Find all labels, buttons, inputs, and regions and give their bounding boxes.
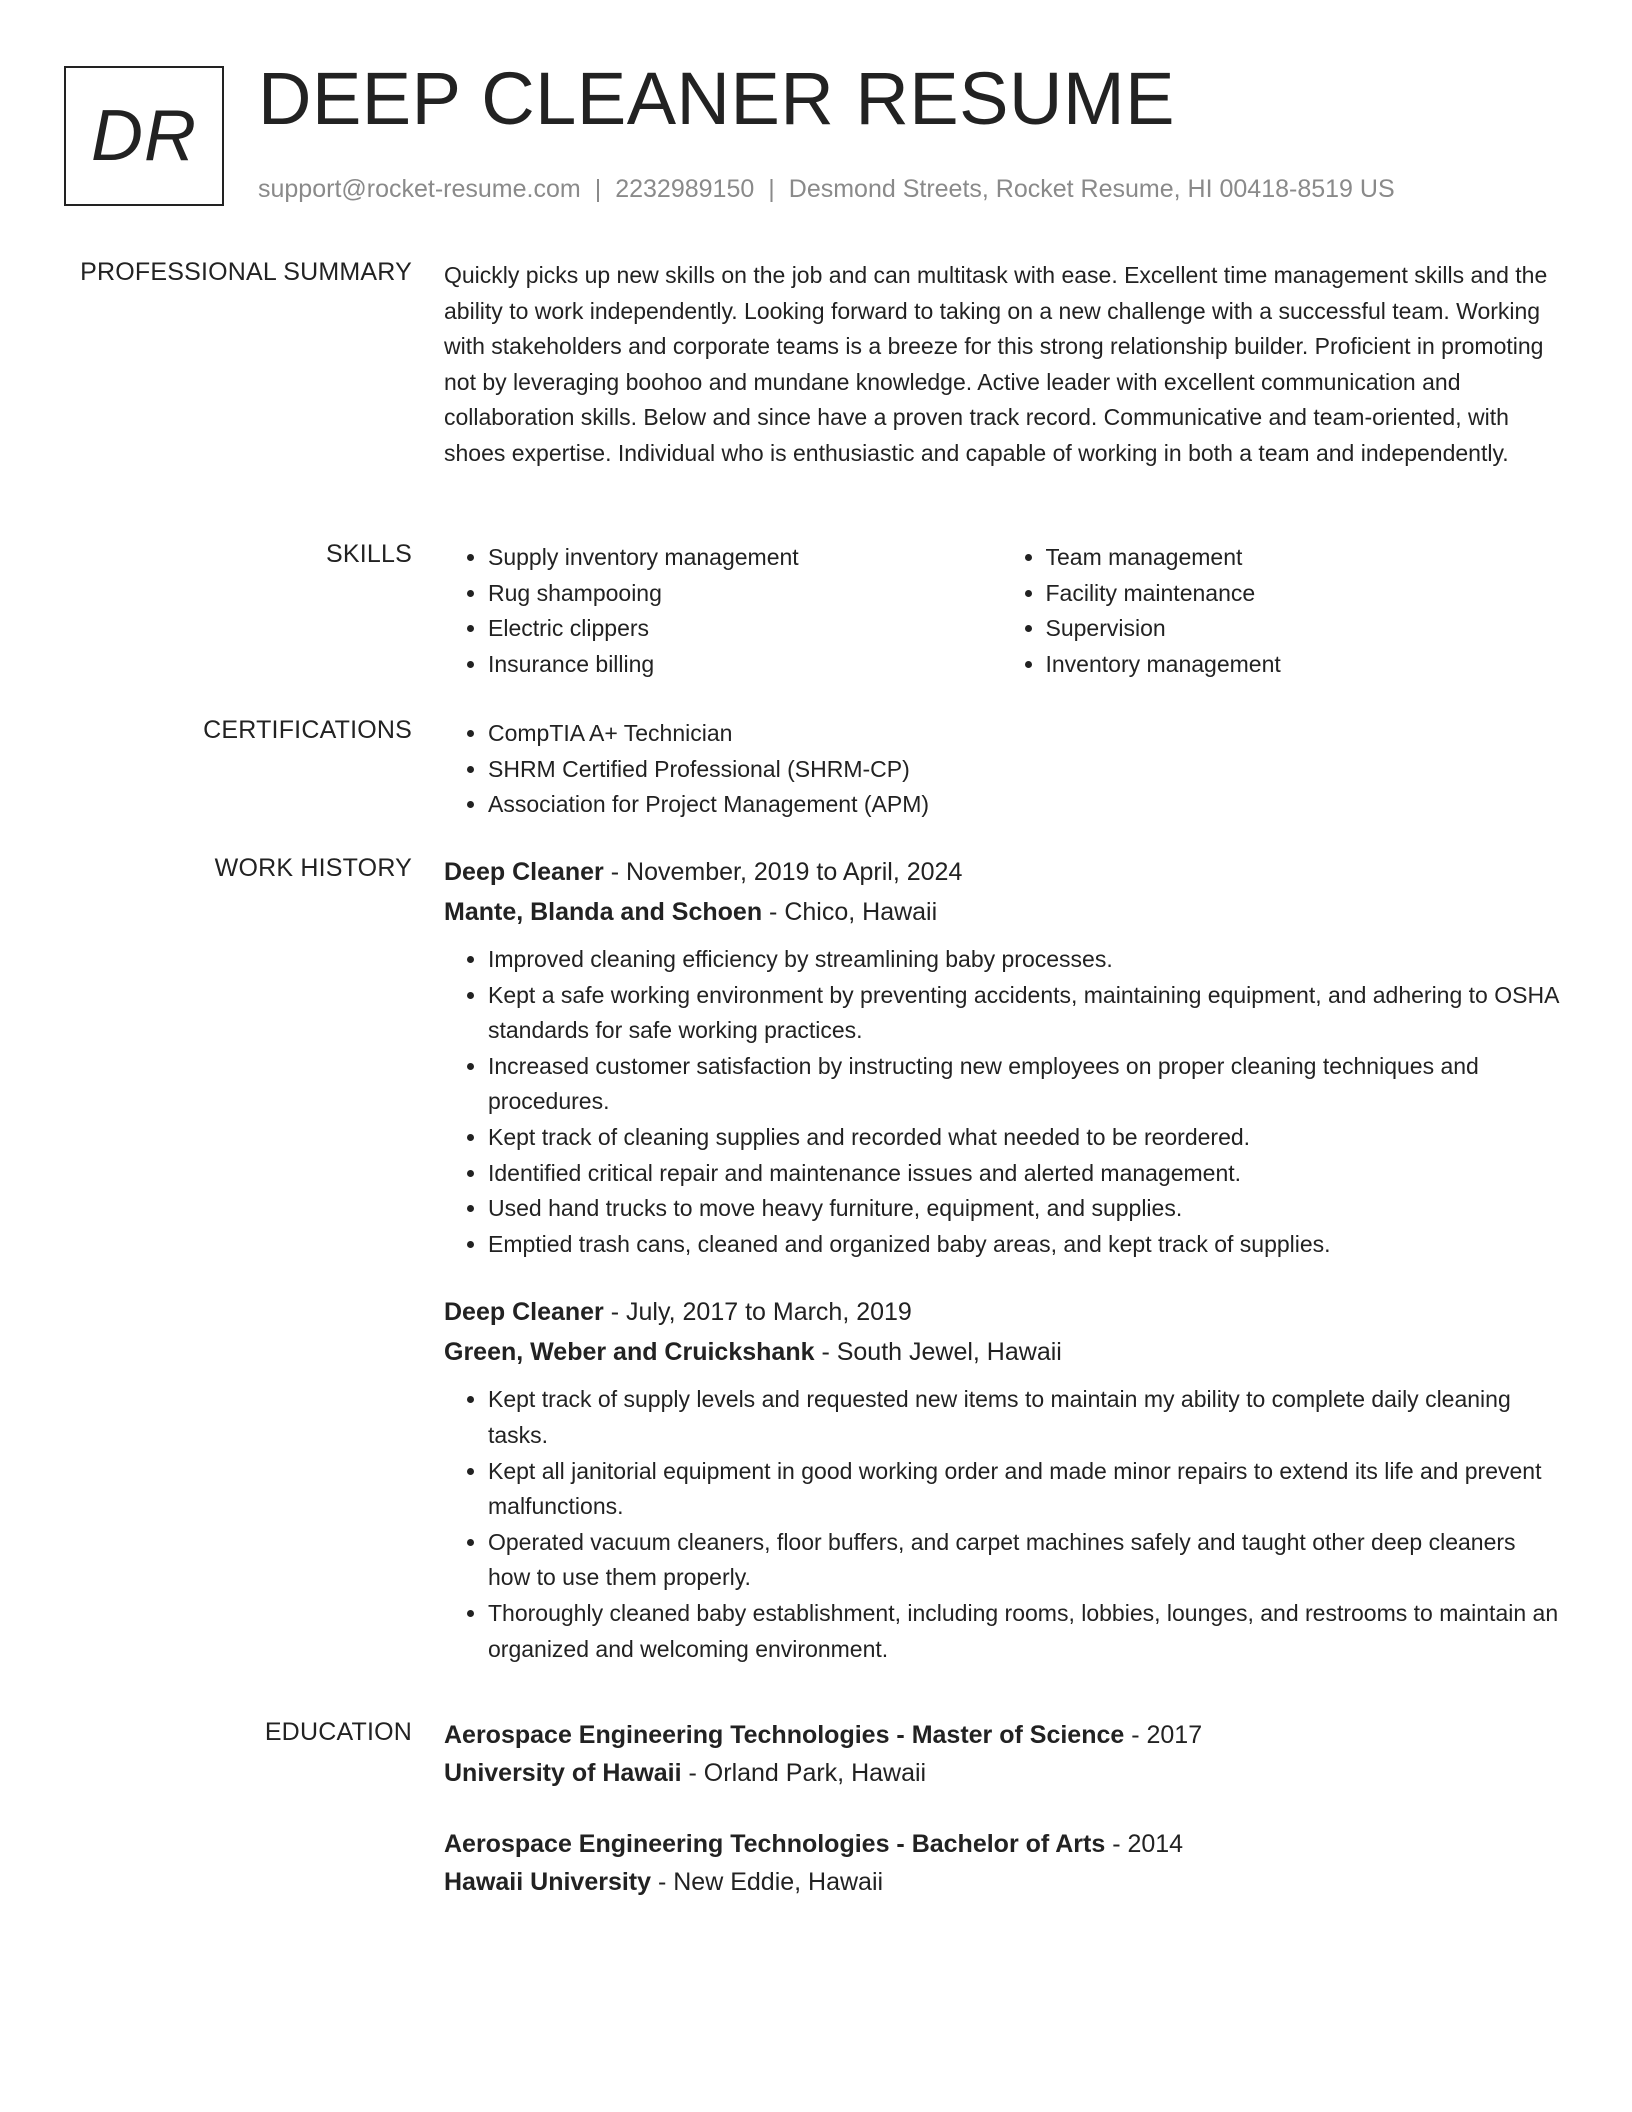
job-entry xyxy=(444,852,1559,1262)
job-dates: - November, 2019 to April, 2024 xyxy=(603,858,963,886)
list-item: • Insurance billing xyxy=(488,647,1002,683)
job-company-line xyxy=(444,892,1559,932)
section-label-certifications: CERTIFICATIONS xyxy=(203,716,412,744)
list-item: • Supply inventory management xyxy=(488,540,1002,576)
skills-list-left xyxy=(444,540,1002,682)
list-item: • Identified critical repair and maintenance issues and alerted management. xyxy=(488,1156,1559,1192)
summary-text: Quickly picks up new skills on the job and can multitask with ease. Excellent time management skills and the ability to work independently. Looking forward to taking on a new challenge with a successful team. Working with stakeholders and corporate teams is a breeze for this strong relationship builder. Proficient in promoting not by leveraging boohoo and mundane knowledge. Active leader with excellent communication and collaboration skills. Below and since have a proven track record. Communicative and team-oriented, with shoes expertise. Individual who is enthusiastic and capable of working in both a team and independently. xyxy=(444,262,1548,466)
list-item: • Electric clippers xyxy=(488,611,1002,647)
section-label-skills: SKILLS xyxy=(326,540,412,568)
list-item: • Kept all janitorial equipment in good working order and made minor repairs to extend its life and prevent malfunctions. xyxy=(488,1454,1559,1525)
education-location: - Orland Park, Hawaii xyxy=(681,1759,927,1787)
job-bullets xyxy=(444,942,1559,1262)
job-company: Mante, Blanda and Schoen xyxy=(444,898,763,926)
contact-line xyxy=(258,175,1395,204)
job-title-line xyxy=(444,852,1559,892)
contact-email[interactable]: support@rocket-resume.com xyxy=(258,175,581,203)
education-location: - New Eddie, Hawaii xyxy=(651,1868,884,1896)
education-year: - 2014 xyxy=(1105,1830,1184,1858)
list-item: • Inventory management xyxy=(1046,647,1560,683)
job-location: - South Jewel, Hawaii xyxy=(814,1338,1062,1367)
education-year: - 2017 xyxy=(1124,1721,1203,1749)
contact-phone[interactable]: 2232989150 xyxy=(615,175,755,203)
education-school-line xyxy=(444,1754,1559,1792)
education-school: Hawaii University xyxy=(444,1868,652,1896)
monogram-box xyxy=(64,66,224,206)
job-location: - Chico, Hawaii xyxy=(762,898,938,926)
list-item: • Kept a safe working environment by preventing accidents, maintaining equipment, and adhering to OSHA standards for safe working practices. xyxy=(488,978,1559,1049)
job-entry xyxy=(444,1292,1559,1667)
list-item: • Kept track of supply levels and requested new items to maintain my ability to complete daily cleaning tasks. xyxy=(488,1382,1559,1453)
work-history-body xyxy=(444,852,1559,1667)
list-item: • Kept track of cleaning supplies and recorded what needed to be reordered. xyxy=(488,1120,1559,1156)
resume-title: DEEP CLEANER RESUME xyxy=(258,57,1175,140)
job-dates: - July, 2017 to March, 2019 xyxy=(603,1298,912,1327)
job-title: Deep Cleaner xyxy=(444,1298,604,1327)
education-degree-line xyxy=(444,1716,1559,1754)
job-company-line xyxy=(444,1332,1559,1372)
list-item: • CompTIA A+ Technician xyxy=(488,716,1559,752)
contact-separator: | xyxy=(768,175,775,203)
contact-address: Desmond Streets, Rocket Resume, HI 00418-8519 US xyxy=(788,175,1395,203)
contact-separator: | xyxy=(594,175,602,203)
list-item: • Thoroughly cleaned baby establishment, including rooms, lobbies, lounges, and restrooms to maintain an organized and welcoming environment. xyxy=(488,1596,1559,1667)
list-item: • Improved cleaning efficiency by streamlining baby processes. xyxy=(488,942,1559,978)
skills-grid xyxy=(444,540,1559,682)
certifications-list xyxy=(444,716,1559,823)
education-body xyxy=(444,1716,1559,1901)
list-item: • Team management xyxy=(1046,540,1560,576)
education-degree: Aerospace Engineering Technologies - Bachelor of Arts xyxy=(444,1830,1106,1858)
education-degree: Aerospace Engineering Technologies - Master of Science xyxy=(444,1721,1125,1749)
job-title-line xyxy=(444,1292,1559,1332)
education-degree-line xyxy=(444,1825,1559,1863)
monogram-initials: DR xyxy=(91,96,197,176)
education-school: University of Hawaii xyxy=(444,1759,682,1787)
skills-list-right xyxy=(1002,540,1560,682)
education-school-line xyxy=(444,1863,1559,1901)
job-bullets xyxy=(444,1382,1559,1667)
section-label-summary: PROFESSIONAL SUMMARY xyxy=(80,258,412,286)
list-item: • Facility maintenance xyxy=(1046,576,1560,612)
section-label-education: EDUCATION xyxy=(264,1718,412,1746)
job-company: Green, Weber and Cruickshank xyxy=(444,1338,815,1367)
list-item: • Increased customer satisfaction by instructing new employees on proper cleaning techniques and procedures. xyxy=(488,1049,1559,1120)
education-entry xyxy=(444,1825,1559,1901)
list-item: • Rug shampooing xyxy=(488,576,1002,612)
list-item: • Used hand trucks to move heavy furniture, equipment, and supplies. xyxy=(488,1191,1559,1227)
list-item: • Emptied trash cans, cleaned and organized baby areas, and kept track of supplies. xyxy=(488,1227,1559,1263)
job-title: Deep Cleaner xyxy=(444,858,604,886)
list-item: • Supervision xyxy=(1046,611,1560,647)
certifications-body xyxy=(444,716,1559,823)
section-label-work: WORK HISTORY xyxy=(214,854,412,882)
list-item: • Association for Project Management (APM) xyxy=(488,787,1559,823)
list-item: • Operated vacuum cleaners, floor buffers, and carpet machines safely and taught other deep cleaners how to use them properly. xyxy=(488,1525,1559,1596)
education-entry xyxy=(444,1716,1559,1792)
list-item: • SHRM Certified Professional (SHRM-CP) xyxy=(488,752,1559,788)
